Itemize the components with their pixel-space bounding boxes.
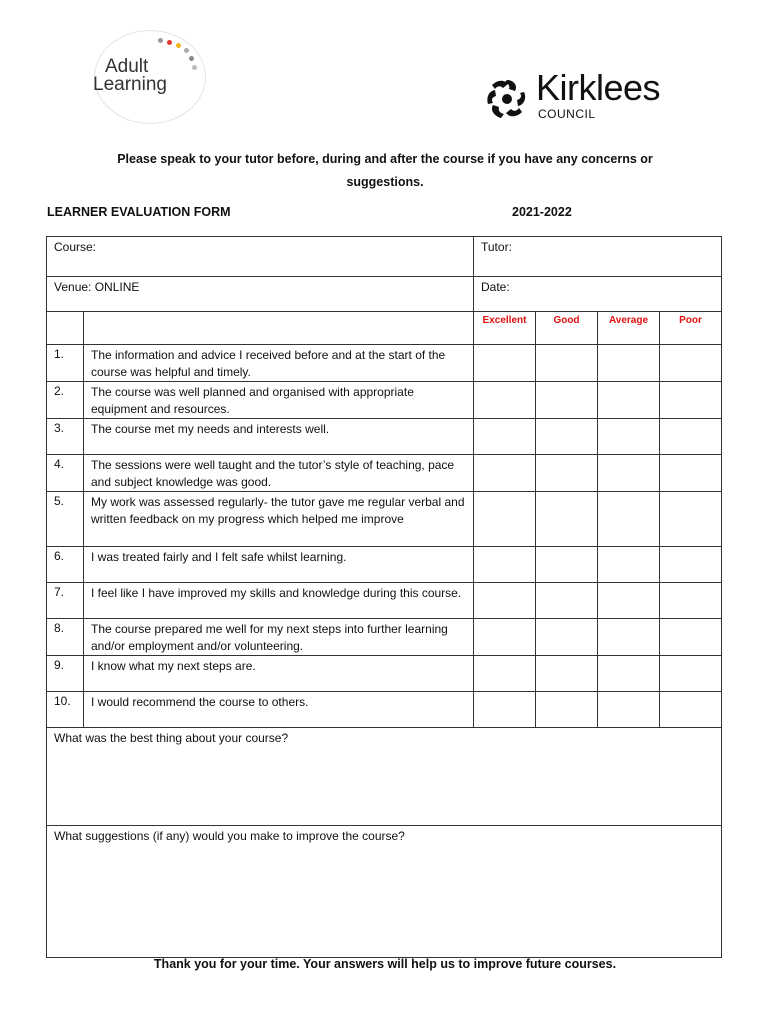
- intro-line-1: Please speak to your tutor before, during and after the course if you have any concerns or: [117, 152, 653, 166]
- rating-cell-average[interactable]: [598, 382, 660, 419]
- question-row: [47, 345, 722, 382]
- rating-cell-good[interactable]: [536, 692, 598, 728]
- question-row: [47, 656, 722, 692]
- question-row: [47, 583, 722, 619]
- question-text: I know what my next steps are.: [84, 656, 474, 692]
- question-number: 6.: [47, 547, 84, 583]
- question-row: [47, 419, 722, 455]
- rating-cell-good[interactable]: [536, 547, 598, 583]
- suggestions-prompt: What suggestions (if any) would you make to improve the course?: [54, 829, 405, 843]
- rating-cell-excellent[interactable]: [474, 492, 536, 547]
- rating-cell-poor[interactable]: [660, 345, 722, 382]
- rating-header-poor: Poor: [660, 312, 722, 345]
- kirklees-wordmark: Kirklees: [536, 67, 661, 108]
- rating-cell-average[interactable]: [598, 583, 660, 619]
- rating-cell-poor[interactable]: [660, 382, 722, 419]
- best-thing-field[interactable]: [47, 728, 722, 826]
- course-field[interactable]: [47, 237, 474, 277]
- suggestions-field[interactable]: [47, 826, 722, 958]
- question-text: The sessions were well taught and the tutor’s style of teaching, pace and subject knowledge was good.: [84, 455, 474, 492]
- rating-cell-excellent[interactable]: [474, 455, 536, 492]
- rating-cell-average[interactable]: [598, 692, 660, 728]
- rating-cell-average[interactable]: [598, 345, 660, 382]
- rating-cell-excellent[interactable]: [474, 583, 536, 619]
- question-number: 7.: [47, 583, 84, 619]
- question-number: 10.: [47, 692, 84, 728]
- evaluation-table: [46, 236, 722, 958]
- logo-dot: [184, 48, 189, 53]
- rating-cell-poor[interactable]: [660, 492, 722, 547]
- question-row: [47, 547, 722, 583]
- rating-cell-good[interactable]: [536, 382, 598, 419]
- form-title: LEARNER EVALUATION FORM: [47, 205, 231, 219]
- question-number: 2.: [47, 382, 84, 419]
- question-text: I would recommend the course to others.: [84, 692, 474, 728]
- tutor-field[interactable]: [474, 237, 722, 277]
- rating-cell-good[interactable]: [536, 455, 598, 492]
- date-field[interactable]: [474, 277, 722, 312]
- rating-cell-poor[interactable]: [660, 547, 722, 583]
- tutor-label: Tutor:: [481, 240, 512, 254]
- question-row: [47, 492, 722, 547]
- date-label: Date:: [481, 280, 510, 294]
- rating-cell-good[interactable]: [536, 619, 598, 656]
- rating-cell-excellent[interactable]: [474, 547, 536, 583]
- logo-text-adult: Adult: [105, 56, 149, 77]
- rating-header-excellent: Excellent: [474, 312, 536, 345]
- question-number: 4.: [47, 455, 84, 492]
- rating-cell-good[interactable]: [536, 419, 598, 455]
- question-number: 1.: [47, 345, 84, 382]
- rating-cell-good[interactable]: [536, 492, 598, 547]
- question-text: The course was well planned and organised with appropriate equipment and resources.: [84, 382, 474, 419]
- rating-cell-poor[interactable]: [660, 656, 722, 692]
- question-text: My work was assessed regularly- the tutor gave me regular verbal and written feedback on my progress which helped me improve: [84, 492, 474, 547]
- logo-dot: [167, 40, 172, 45]
- council-wordmark: COUNCIL: [538, 107, 596, 121]
- logo-dot: [189, 56, 194, 61]
- course-row: [47, 237, 722, 277]
- best-thing-row: [47, 728, 722, 826]
- kirklees-council-logo: [484, 67, 684, 128]
- adult-learning-logo: [88, 28, 208, 124]
- rating-cell-average[interactable]: [598, 455, 660, 492]
- rating-cell-poor[interactable]: [660, 692, 722, 728]
- rating-cell-excellent[interactable]: [474, 692, 536, 728]
- rating-cell-average[interactable]: [598, 656, 660, 692]
- rating-cell-good[interactable]: [536, 345, 598, 382]
- intro-line-2: suggestions.: [346, 175, 424, 189]
- rating-header-good: Good: [536, 312, 598, 345]
- venue-label: Venue: ONLINE: [54, 280, 140, 294]
- rating-cell-excellent[interactable]: [474, 345, 536, 382]
- logo-dot: [192, 65, 197, 70]
- rating-cell-poor[interactable]: [660, 583, 722, 619]
- rating-cell-excellent[interactable]: [474, 382, 536, 419]
- form-year: 2021-2022: [512, 205, 572, 219]
- rating-cell-excellent[interactable]: [474, 419, 536, 455]
- rating-cell-average[interactable]: [598, 492, 660, 547]
- rating-cell-good[interactable]: [536, 656, 598, 692]
- logo-dot: [158, 38, 163, 43]
- question-row: [47, 692, 722, 728]
- question-text: The information and advice I received before and at the start of the course was helpful and timely.: [84, 345, 474, 382]
- question-number: 5.: [47, 492, 84, 547]
- course-label: Course:: [54, 240, 97, 254]
- rating-cell-average[interactable]: [598, 619, 660, 656]
- question-number: 3.: [47, 419, 84, 455]
- blank-cell: [47, 312, 84, 345]
- rating-cell-good[interactable]: [536, 583, 598, 619]
- venue-field[interactable]: [47, 277, 474, 312]
- blank-cell: [84, 312, 474, 345]
- closing-message: Thank you for your time. Your answers will help us to improve future courses.: [153, 957, 617, 971]
- question-text: I feel like I have improved my skills and knowledge during this course.: [84, 583, 474, 619]
- rating-cell-average[interactable]: [598, 419, 660, 455]
- question-row: [47, 382, 722, 419]
- rating-cell-excellent[interactable]: [474, 656, 536, 692]
- question-row: [47, 455, 722, 492]
- rating-cell-poor[interactable]: [660, 455, 722, 492]
- rating-cell-excellent[interactable]: [474, 619, 536, 656]
- question-text: The course prepared me well for my next steps into further learning and/or employment and/or volunteering.: [84, 619, 474, 656]
- rating-header-average: Average: [598, 312, 660, 345]
- best-thing-prompt: What was the best thing about your course?: [54, 731, 289, 745]
- question-number: 9.: [47, 656, 84, 692]
- question-text: I was treated fairly and I felt safe whilst learning.: [84, 547, 474, 583]
- logo-text-learning: Learning: [93, 74, 167, 95]
- rating-cell-average[interactable]: [598, 547, 660, 583]
- venue-row: [47, 277, 722, 312]
- suggestions-row: [47, 826, 722, 958]
- logo-dot: [176, 43, 181, 48]
- kirklees-swirl-icon: [484, 76, 530, 122]
- question-text: The course met my needs and interests well.: [84, 419, 474, 455]
- rating-cell-poor[interactable]: [660, 419, 722, 455]
- question-number: 8.: [47, 619, 84, 656]
- rating-header-row: [47, 312, 722, 345]
- question-row: [47, 619, 722, 656]
- rating-cell-poor[interactable]: [660, 619, 722, 656]
